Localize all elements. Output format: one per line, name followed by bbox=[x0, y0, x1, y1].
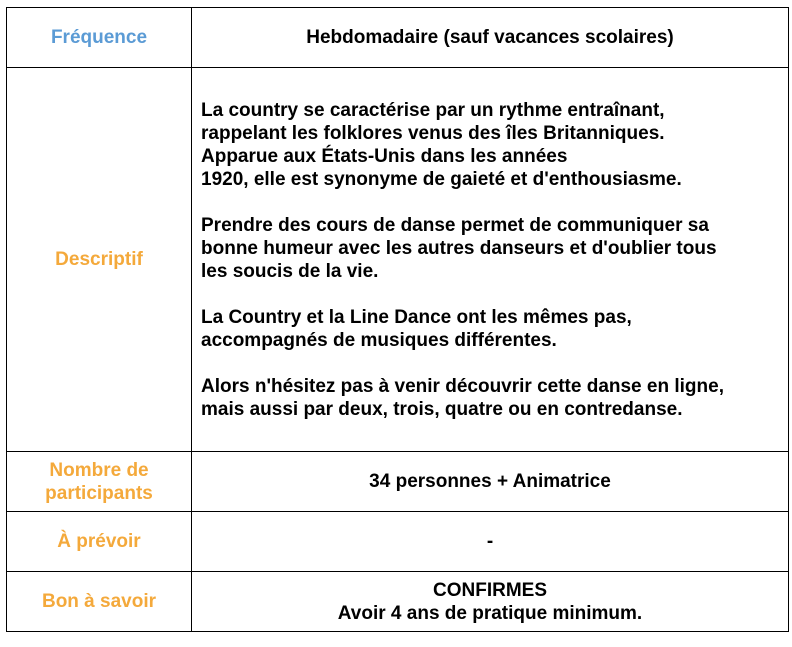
value-bon-a-savoir bbox=[192, 572, 789, 632]
info-table bbox=[6, 7, 789, 632]
label-descriptif: Descriptif bbox=[7, 68, 192, 452]
descriptif-paragraph bbox=[201, 99, 782, 191]
bon-a-savoir-line: CONFIRMES bbox=[433, 579, 547, 601]
descriptif-line: 1920, elle est synonyme de gaieté et d'enthousiasme. bbox=[201, 168, 682, 190]
value-descriptif bbox=[192, 68, 789, 452]
label-nombre-line: Nombre de bbox=[49, 459, 149, 481]
descriptif-line: Prendre des cours de danse permet de communiquer sa bbox=[201, 214, 709, 236]
descriptif-line: La Country et la Line Dance ont les mêmes pas, bbox=[201, 306, 632, 328]
row-frequence bbox=[7, 8, 789, 68]
value-a-prevoir: - bbox=[192, 512, 789, 572]
descriptif-line: rappelant les folklores venus des îles Britanniques. bbox=[201, 122, 665, 144]
descriptif-paragraph bbox=[201, 306, 782, 352]
descriptif-line: Alors n'hésitez pas à venir découvrir cette danse en ligne, bbox=[201, 375, 724, 397]
bon-a-savoir-line: Avoir 4 ans de pratique minimum. bbox=[337, 602, 643, 624]
value-frequence: Hebdomadaire (sauf vacances scolaires) bbox=[192, 8, 789, 68]
value-nombre-participants: 34 personnes + Animatrice bbox=[192, 452, 789, 512]
descriptif-line: les soucis de la vie. bbox=[201, 260, 379, 282]
row-descriptif bbox=[7, 68, 789, 452]
descriptif-line: bonne humeur avec les autres danseurs et d'oublier tous bbox=[201, 237, 717, 259]
label-frequence: Fréquence bbox=[7, 8, 192, 68]
label-nombre-line: participants bbox=[45, 482, 153, 504]
descriptif-line: accompagnés de musiques différentes. bbox=[201, 329, 557, 351]
row-nombre-participants bbox=[7, 452, 789, 512]
descriptif-line: Apparue aux États-Unis dans les années bbox=[201, 145, 568, 167]
row-a-prevoir bbox=[7, 512, 789, 572]
descriptif-paragraph bbox=[201, 214, 782, 283]
label-a-prevoir: À prévoir bbox=[7, 512, 192, 572]
descriptif-paragraph bbox=[201, 375, 782, 421]
descriptif-line: mais aussi par deux, trois, quatre ou en contredanse. bbox=[201, 398, 683, 420]
label-bon-a-savoir: Bon à savoir bbox=[7, 572, 192, 632]
descriptif-line: La country se caractérise par un rythme entraînant, bbox=[201, 99, 665, 121]
row-bon-a-savoir bbox=[7, 572, 789, 632]
label-nombre-participants bbox=[7, 452, 192, 512]
